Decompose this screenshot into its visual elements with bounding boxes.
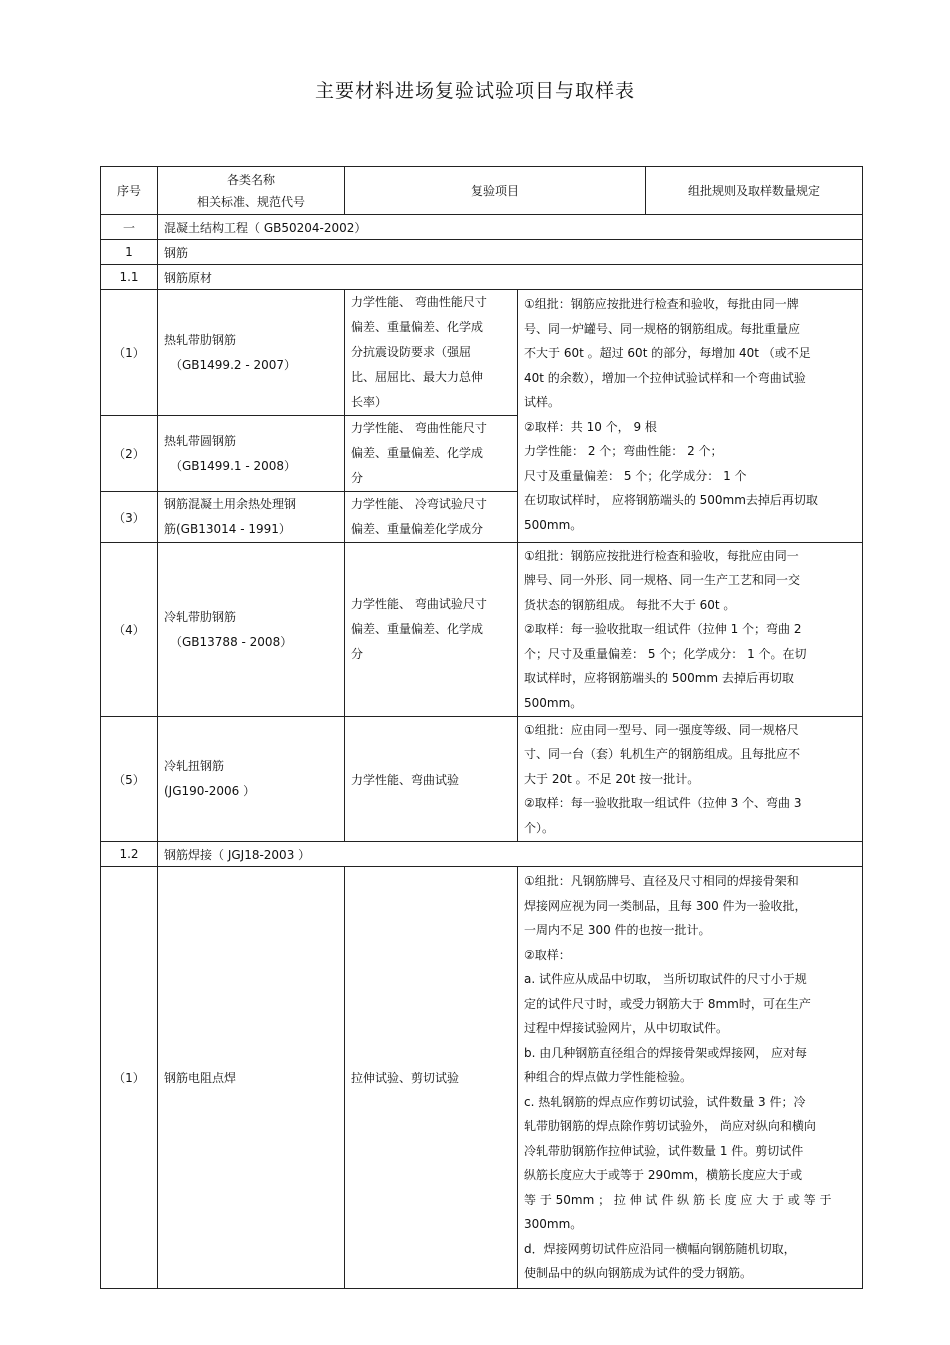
- row-seq: （4）: [101, 543, 158, 717]
- rules-line: 力学性能： 2 个；弯曲性能： 2 个；: [524, 444, 723, 458]
- rules-line: ①组批：凡钢筋牌号、直径及尺寸相同的焊接骨架和: [524, 874, 799, 889]
- row-name: [158, 492, 345, 543]
- table-row: [101, 543, 863, 717]
- rules-line: 300mm。: [524, 1217, 583, 1232]
- row-name: [158, 717, 345, 842]
- row-name-line: （GB1499.1 - 2008）: [170, 458, 297, 473]
- rules-line: 在切取试样时， 应将钢筋端头的 500mm去掉后再切取: [524, 493, 818, 507]
- rules-line: 纵筋长度应大于或等于 290mm，横筋长度应大于或: [524, 1168, 803, 1183]
- rules-line: 使制品中的纵向钢筋成为试件的受力钢筋。: [524, 1266, 753, 1281]
- row-name-line: 筋(GB13014 - 1991）: [164, 522, 291, 536]
- row-name: [158, 290, 345, 416]
- section-seq: 一: [101, 215, 158, 240]
- sub11-seq: 1.1: [101, 265, 158, 290]
- row-seq: （3）: [101, 492, 158, 543]
- rules-line: 大于 20t 。不足 20t 按一批计。: [524, 771, 700, 786]
- rules-line: 种组合的焊点做力学性能检验。: [524, 1070, 693, 1085]
- rules-line: 个；尺寸及重量偏差： 5 个；化学成分： 1 个。在切: [524, 646, 807, 661]
- row-items-line: 分: [351, 471, 364, 485]
- sampling-table: [100, 166, 863, 1289]
- row-items: [345, 492, 518, 543]
- sub12-label: 钢筋焊接（ JGJ18-2003 ）: [158, 842, 863, 867]
- sub1-row: [101, 240, 863, 265]
- sub12-row: [101, 842, 863, 867]
- header-name-line2: 相关标准、规范代号: [196, 194, 305, 209]
- rules-line: ①组批：应由同一型号、同一强度等级、同一规格尺: [524, 722, 799, 737]
- rules-line: 等 于 50mm ； 拉 伸 试 件 纵 筋 长 度 应 大 于 或 等 于: [524, 1192, 832, 1207]
- rules-line: 个）。: [524, 820, 555, 835]
- row-seq: （1）: [101, 867, 158, 1289]
- header-name-line1: 各类名称: [226, 172, 275, 187]
- header-name: [158, 167, 345, 215]
- row-name-line: 冷轧带肋钢筋: [164, 609, 237, 624]
- row-items-line: 偏差、重量偏差、化学成: [351, 320, 484, 334]
- row-rules: [518, 543, 863, 717]
- rules-line: 寸、同一台（套）轧机生产的钢筋组成。且每批应不: [524, 747, 801, 762]
- page-title: 主要材料进场复验试验项目与取样表: [314, 80, 635, 102]
- row-items-line: 长率）: [351, 395, 388, 409]
- row-items: 力学性能、弯曲试验: [345, 717, 518, 842]
- rules-line: ①组批：钢筋应按批进行检查和验收，每批由同一牌: [524, 297, 799, 311]
- section-label: 混凝土结构工程（ GB50204-2002）: [158, 215, 863, 240]
- row-seq: （1）: [101, 290, 158, 416]
- row-items: 拉伸试验、剪切试验: [345, 867, 518, 1289]
- rules-line: 定的试件尺寸时，或受力钢筋大于 8mm时，可在生产: [524, 996, 811, 1011]
- row-items-line: 比、屈屈比、最大力总伸: [351, 370, 484, 384]
- table-row: [101, 867, 863, 1289]
- row-rules: [518, 867, 863, 1289]
- rules-line: 一周内不足 300 件的也按一批计。: [524, 923, 711, 938]
- rules-line: a. 试件应从成品中切取， 当所切取试件的尺寸小于规: [524, 972, 807, 987]
- header-seq: 序号: [101, 167, 158, 215]
- rules-line: 过程中焊接试验网片，从中切取试件。: [524, 1021, 729, 1036]
- header-row: [101, 167, 863, 215]
- rules-line: 轧带肋钢筋的焊点除作剪切试验外， 尚应对纵向和横向: [524, 1119, 816, 1134]
- rules-line: ②取样：每一验收批取一组试件（拉伸 1 个；弯曲 2: [524, 622, 802, 637]
- header-rules: 组批规则及取样数量规定: [646, 167, 863, 215]
- row-items-line: 力学性能、 弯曲性能尺寸: [351, 421, 487, 435]
- row-rules: [518, 290, 863, 543]
- row-rules: [518, 717, 863, 842]
- rules-line: 不大于 60t 。超过 60t 的部分，每增加 40t （或不足: [524, 346, 811, 360]
- sub11-label: 钢筋原材: [158, 265, 863, 290]
- rules-line: 500mm。: [524, 517, 583, 532]
- rules-line: ②取样：: [524, 947, 571, 962]
- rules-line: 试样。: [524, 395, 561, 409]
- row-name-line: 热轧带肋钢筋: [164, 332, 237, 347]
- rules-line: 40t 的余数），增加一个拉伸试验试样和一个弯曲试验: [524, 370, 806, 385]
- row-items-line: 分抗震设防要求（强屈: [351, 345, 472, 359]
- header-items: 复验项目: [345, 167, 646, 215]
- rules-line: 牌号、同一外形、同一规格、同一生产工艺和同一交: [524, 573, 801, 588]
- sub1-seq: 1: [101, 240, 158, 265]
- row-name: [158, 543, 345, 717]
- row-items-line: 偏差、重量偏差、化学成: [351, 446, 484, 460]
- section-row: [101, 215, 863, 240]
- row-items-line: 偏差、重量偏差化学成分: [351, 522, 484, 536]
- sub11-row: [101, 265, 863, 290]
- row-name-line: （GB13788 - 2008）: [170, 634, 293, 649]
- sub12-seq: 1.2: [101, 842, 158, 867]
- rules-line: 货状态的钢筋组成。 每批不大于 60t 。: [524, 597, 736, 612]
- rules-line: 冷轧带肋钢筋作拉伸试验，试件数量 1 件。剪切试件: [524, 1143, 804, 1158]
- row-seq: （5）: [101, 717, 158, 842]
- table-row: [101, 717, 863, 842]
- sub1-label: 钢筋: [158, 240, 863, 265]
- rules-line: 焊接网应视为同一类制品，且每 300 件为一验收批，: [524, 898, 807, 913]
- rules-line: c. 热轧钢筋的焊点应作剪切试验，试件数量 3 件；冷: [524, 1094, 806, 1109]
- row-items-line: 力学性能、 弯曲性能尺寸: [351, 295, 487, 309]
- row-items-line: 分: [351, 647, 364, 661]
- row-items-line: 力学性能、 冷弯试验尺寸: [351, 497, 487, 511]
- rules-line: 取试样时，应将钢筋端头的 500mm 去掉后再切取: [524, 671, 794, 686]
- rules-line: 号、同一炉罐号、同一规格的钢筋组成。每批重量应: [524, 321, 801, 336]
- rules-line: ②取样：每一验收批取一组试件（拉伸 3 个、弯曲 3: [524, 796, 802, 811]
- rules-line: 尺寸及重量偏差： 5 个；化学成分： 1 个: [524, 468, 747, 483]
- row-items: [345, 543, 518, 717]
- table-row: [101, 290, 863, 416]
- rules-line: d．焊接网剪切试件应沿同一横幅向钢筋随机切取，: [524, 1241, 796, 1256]
- rules-line: ②取样：共 10 个， 9 根: [524, 419, 657, 434]
- rules-line: ①组批：钢筋应按批进行检查和验收，每批应由同一: [524, 548, 799, 563]
- row-name-line: 钢筋混凝土用余热处理钢: [164, 497, 297, 511]
- row-items: [345, 416, 518, 492]
- row-name: 钢筋电阻点焊: [158, 867, 345, 1289]
- rules-line: b. 由几种钢筋直径组合的焊接骨架或焊接网， 应对每: [524, 1045, 808, 1060]
- row-items-line: 力学性能、 弯曲试验尺寸: [351, 597, 487, 611]
- row-name-line: 冷轧扭钢筋: [164, 759, 225, 773]
- row-items: [345, 290, 518, 416]
- row-seq: （2）: [101, 416, 158, 492]
- row-name: [158, 416, 345, 492]
- row-name-line: (JG190-2006 ）: [164, 784, 256, 798]
- rules-line: 500mm。: [524, 695, 583, 710]
- row-name-line: （GB1499.2 - 2007）: [170, 357, 297, 372]
- row-items-line: 偏差、重量偏差、化学成: [351, 622, 484, 636]
- row-name-line: 热轧带圆钢筋: [164, 433, 237, 448]
